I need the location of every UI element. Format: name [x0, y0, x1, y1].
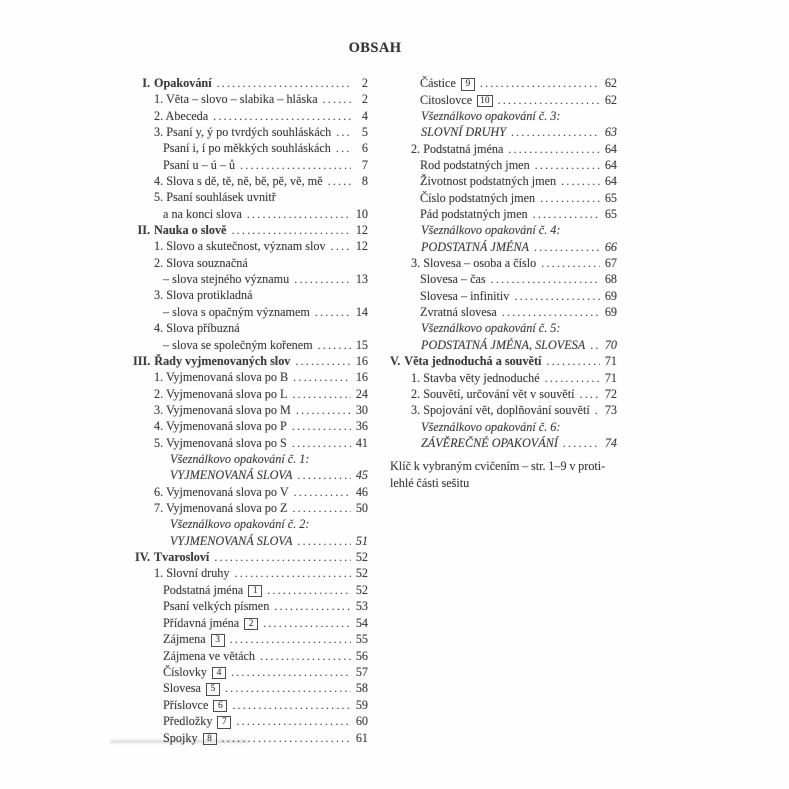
toc-item-row — [133, 484, 368, 500]
entry-label: Tvarosloví — [154, 549, 210, 564]
dot-leader — [232, 697, 351, 713]
page-number: 46 — [355, 484, 368, 499]
toc-item-row — [133, 565, 368, 581]
dot-leader — [236, 713, 351, 729]
section-numeral: I. — [142, 76, 150, 90]
boxed-number: 2 — [244, 618, 258, 631]
dot-leader — [508, 141, 600, 157]
toc-subitem-row — [133, 140, 368, 156]
page-number: 67 — [604, 256, 617, 271]
dot-leader — [225, 680, 351, 696]
toc-subitem-row — [390, 190, 617, 206]
toc-subitem-row — [133, 664, 368, 681]
entry-label: 5. Psaní souhlásek uvnitř — [154, 190, 276, 205]
toc-item-row — [133, 435, 368, 451]
page-number: 56 — [355, 648, 368, 663]
entry-label: Částice — [420, 76, 456, 90]
entry-label: Podstatná jména — [163, 582, 244, 597]
toc-item-row — [133, 108, 368, 124]
toc-review-label-row — [390, 419, 617, 435]
dot-leader — [336, 124, 351, 140]
toc-item-row — [133, 255, 368, 271]
entry-label: 3. Psaní y, ý po tvrdých souhláskách — [154, 125, 332, 140]
dot-leader — [296, 402, 351, 418]
entry-label: Všeználkovo opakování č. 6: — [421, 419, 561, 434]
entry-label: Životnost podstatných jmen — [420, 174, 557, 189]
entry-label: 1. Věta – slovo – slabika – hláska — [154, 92, 318, 107]
dot-leader — [294, 271, 351, 287]
page-number: 74 — [604, 435, 617, 450]
page-number: 65 — [604, 207, 617, 222]
section-numeral: III. — [133, 353, 151, 368]
dot-leader — [217, 75, 351, 91]
scan-artifact — [110, 740, 248, 743]
page-number: 57 — [355, 664, 368, 679]
dot-leader — [590, 337, 600, 353]
toc-review-label-row — [390, 222, 617, 238]
entry-label: Psaní u – ú – ů — [163, 157, 236, 172]
dot-leader — [323, 91, 351, 107]
page-number: 45 — [355, 468, 368, 483]
dot-leader — [260, 648, 351, 664]
entry-label: 4. Slova s dě, tě, ně, bě, pě, vě, mě — [154, 174, 323, 189]
toc-subitem-row — [133, 615, 368, 632]
page-number: 62 — [604, 92, 617, 107]
dot-leader — [267, 582, 351, 598]
dot-leader — [502, 304, 600, 320]
toc-item-row — [133, 402, 368, 418]
toc-subitem-row — [390, 206, 617, 222]
page-number: 12 — [355, 223, 368, 238]
dot-leader — [563, 435, 600, 451]
dot-leader — [534, 239, 600, 255]
dot-leader — [263, 615, 351, 631]
entry-label: Pád podstatných jmen — [420, 207, 528, 222]
section-numeral: IV. — [134, 549, 150, 564]
entry-label: Všeználkovo opakování č. 1: — [170, 451, 310, 466]
page-number: 68 — [604, 272, 617, 287]
entry-label: VYJMENOVANÁ SLOVA — [170, 468, 293, 483]
section-numeral: V. — [390, 354, 401, 369]
entry-label: Příslovce — [163, 697, 209, 712]
dot-leader — [561, 173, 600, 189]
dot-leader — [294, 484, 351, 500]
dot-leader — [292, 500, 351, 516]
page-number: 52 — [355, 549, 368, 564]
dot-leader — [297, 533, 351, 549]
dot-leader — [292, 418, 351, 434]
entry-label: 2. Slova souznačná — [154, 255, 248, 270]
entry-label: Opakování — [154, 76, 212, 90]
page-number: 62 — [604, 76, 617, 90]
boxed-number: 7 — [217, 716, 231, 729]
entry-label: Číslo podstatných jmen — [420, 190, 536, 205]
entry-label: – slova s opačným významem — [163, 304, 310, 319]
toc-subitem-row — [390, 92, 617, 109]
toc-column-right-wrap — [390, 75, 617, 491]
entry-label: Všeználkovo opakování č. 3: — [421, 109, 561, 123]
toc-item-row — [133, 91, 368, 107]
page-number: 72 — [604, 386, 617, 401]
toc-section-row — [133, 222, 368, 238]
toc-wrap-row — [133, 271, 368, 287]
entry-label: a na konci slova — [163, 206, 242, 221]
toc-wrap-row — [133, 337, 368, 353]
toc-subitem-row — [390, 288, 617, 304]
page-number: 24 — [355, 386, 368, 401]
page-number: 58 — [355, 681, 368, 696]
toc-subitem-row — [390, 271, 617, 287]
dot-leader — [240, 157, 351, 173]
entry-label: – slova stejného významu — [163, 272, 290, 287]
entry-label: 4. Vyjmenovaná slova po P — [154, 419, 287, 434]
entry-label: 7. Vyjmenovaná slova po Z — [154, 500, 288, 515]
toc-subitem-row — [133, 680, 368, 697]
page-number: 64 — [604, 158, 617, 173]
toc-item-row — [390, 141, 617, 157]
page-number: 4 — [361, 108, 368, 123]
toc-section-row — [133, 75, 368, 91]
dot-leader — [498, 92, 600, 108]
toc-column-left — [133, 75, 368, 746]
page-number: 5 — [361, 125, 368, 140]
entry-label: Nauka o slově — [154, 223, 227, 238]
dot-leader — [514, 288, 600, 304]
dot-leader — [541, 255, 600, 271]
page-number: 16 — [355, 353, 368, 368]
boxed-number: 1 — [248, 585, 262, 598]
entry-label: Zájmena ve větách — [163, 648, 256, 663]
toc-item-row — [390, 370, 617, 386]
page-number: 73 — [604, 403, 617, 418]
page-number: 6 — [361, 141, 368, 156]
entry-label: Zvratná slovesa — [420, 305, 497, 320]
entry-label: 3. Spojování vět, doplňování souvětí — [411, 403, 590, 418]
entry-label: Číslovky — [163, 664, 208, 679]
dot-leader — [336, 140, 351, 156]
entry-label: 2. Vyjmenovaná slova po L — [154, 386, 288, 401]
dot-leader — [292, 435, 351, 451]
page-number: 16 — [355, 370, 368, 385]
entry-label: Spojky — [163, 730, 198, 745]
entry-label: 3. Slovesa – osoba a číslo — [411, 256, 537, 271]
toc-review-label-row — [390, 320, 617, 336]
page-number: 61 — [355, 730, 368, 745]
entry-label: 3. Slova protikladná — [154, 288, 253, 303]
toc-subitem-row — [390, 75, 617, 92]
page-number: 12 — [355, 239, 368, 254]
entry-label: Věta jednoduchá a souvětí — [404, 354, 542, 369]
toc-wrap-row — [133, 304, 368, 320]
toc-subitem-row — [133, 713, 368, 730]
entry-label: Předložky — [163, 714, 213, 729]
entry-label: Všeználkovo opakování č. 5: — [421, 321, 561, 336]
entry-label: 1. Stavba věty jednoduché — [411, 370, 540, 385]
dot-leader — [491, 271, 600, 287]
entry-label: – slova se společným kořenem — [163, 337, 313, 352]
page-number: 65 — [604, 190, 617, 205]
entry-label: 5. Vyjmenovaná slova po S — [154, 435, 287, 450]
dot-leader — [546, 353, 600, 369]
dot-leader — [274, 598, 351, 614]
dot-leader — [511, 124, 600, 140]
toc-review-title-row — [390, 239, 617, 255]
page-number: 51 — [355, 533, 368, 548]
entry-label: Rod podstatných jmen — [420, 158, 530, 173]
toc-review-title-row — [133, 467, 368, 483]
boxed-number: 3 — [211, 634, 225, 647]
page-number: 52 — [355, 566, 368, 581]
dot-leader — [540, 190, 600, 206]
page-number: 59 — [355, 697, 368, 712]
key-note-line-1: Klíč k vybraným cvičením – str. 1–9 v proti- — [390, 459, 606, 474]
dot-leader — [222, 730, 351, 746]
page-number: 70 — [604, 337, 617, 352]
dot-leader — [230, 631, 351, 647]
entry-label: Citoslovce — [420, 92, 473, 107]
toc-review-title-row — [390, 124, 617, 140]
key-note-line-2: lehlé části sešitu — [390, 475, 470, 490]
entry-label: 1. Slovo a skutečnost, význam slov — [154, 239, 326, 254]
page-number: 63 — [604, 125, 617, 140]
toc-item-row — [133, 238, 368, 254]
toc-item-row — [133, 500, 368, 516]
entry-label: Všeználkovo opakování č. 4: — [421, 223, 561, 238]
toc-item-row — [390, 402, 617, 418]
toc-subitem-row — [133, 697, 368, 714]
dot-leader — [231, 222, 351, 238]
toc-subitem-row — [390, 304, 617, 320]
entry-label: PODSTATNÁ JMÉNA — [421, 239, 529, 254]
toc-item-row — [133, 320, 368, 336]
entry-label: 2. Souvětí, určování vět v souvětí — [411, 386, 575, 401]
boxed-number: 6 — [213, 700, 227, 713]
toc-item-row — [133, 287, 368, 303]
entry-label: VYJMENOVANÁ SLOVA — [170, 533, 293, 548]
page-number: 36 — [355, 419, 368, 434]
page-number: 66 — [604, 239, 617, 254]
boxed-number: 9 — [461, 78, 475, 91]
page-number: 69 — [604, 305, 617, 320]
page-number: 60 — [355, 714, 368, 729]
toc-section-row — [133, 353, 368, 369]
dot-leader — [235, 565, 352, 581]
entry-label: 4. Slova příbuzná — [154, 321, 240, 336]
toc-item-row — [133, 124, 368, 140]
dot-leader — [213, 108, 351, 124]
boxed-number: 10 — [477, 95, 493, 108]
dot-leader — [231, 664, 351, 680]
page-number: 13 — [355, 272, 368, 287]
entry-label: 6. Vyjmenovaná slova po V — [154, 484, 289, 499]
dot-leader — [533, 206, 600, 222]
boxed-number: 5 — [206, 683, 220, 696]
toc-item-row — [133, 369, 368, 385]
dot-leader — [295, 353, 351, 369]
toc-review-title-row — [390, 435, 617, 451]
toc-column-right — [390, 75, 617, 451]
toc-subitem-row — [133, 598, 368, 614]
page-number: 54 — [355, 615, 368, 630]
entry-label: 2. Podstatná jména — [411, 141, 504, 156]
entry-label: Všeználkovo opakování č. 2: — [170, 517, 310, 532]
dot-leader — [535, 157, 600, 173]
page-number: 64 — [604, 174, 617, 189]
page-number: 64 — [604, 141, 617, 156]
page-number: 52 — [355, 582, 368, 597]
dot-leader — [292, 386, 351, 402]
toc-item-row — [390, 255, 617, 271]
dot-leader — [297, 467, 351, 483]
toc-review-label-row — [133, 451, 368, 467]
section-numeral: II. — [137, 223, 150, 238]
toc-subitem-row — [133, 648, 368, 664]
entry-label: 3. Vyjmenovaná slova po M — [154, 402, 291, 417]
toc-item-row — [133, 386, 368, 402]
page-number: 41 — [355, 435, 368, 450]
toc-subitem-row — [133, 157, 368, 173]
dot-leader — [318, 337, 351, 353]
toc-section-row — [133, 549, 368, 565]
toc-review-title-row — [390, 337, 617, 353]
toc-subitem-row — [390, 157, 617, 173]
entry-label: 1. Slovní druhy — [154, 566, 230, 581]
toc-section-row — [390, 353, 617, 369]
boxed-number: 4 — [212, 667, 226, 680]
entry-label: Řady vyjmenovaných slov — [154, 353, 291, 368]
page-number: 50 — [355, 500, 368, 515]
toc-review-label-row — [133, 516, 368, 532]
dot-leader — [580, 386, 601, 402]
dot-leader — [331, 238, 351, 254]
dot-leader — [315, 304, 351, 320]
page-number: 14 — [355, 304, 368, 319]
toc-item-row — [133, 173, 368, 189]
entry-label: Zájmena — [163, 632, 206, 646]
dot-leader — [595, 402, 600, 418]
toc-subitem-row — [133, 582, 368, 599]
page-number: 10 — [355, 206, 368, 221]
dot-leader — [545, 370, 600, 386]
entry-label: SLOVNÍ DRUHY — [421, 125, 506, 140]
entry-label: 1. Vyjmenovaná slova po B — [154, 370, 289, 385]
entry-label: 2. Abeceda — [154, 108, 209, 123]
entry-label: Přídavná jména — [163, 615, 240, 630]
key-note — [390, 458, 617, 491]
toc-wrap-row — [133, 206, 368, 222]
entry-label: PODSTATNÁ JMÉNA, SLOVESA — [421, 337, 586, 352]
page-number: 69 — [604, 288, 617, 303]
dot-leader — [214, 549, 351, 565]
page-number: 8 — [361, 174, 368, 189]
entry-label: Slovesa – infinitiv — [420, 288, 510, 303]
toc-review-label-row — [390, 108, 617, 124]
toc-review-title-row — [133, 533, 368, 549]
dot-leader — [480, 75, 600, 91]
page-number: 2 — [361, 76, 368, 90]
page-number: 55 — [355, 632, 368, 646]
page-number: 71 — [604, 354, 617, 369]
page-number: 2 — [361, 92, 368, 107]
toc-item-row — [133, 418, 368, 434]
dot-leader — [293, 369, 351, 385]
toc-item-row — [133, 189, 368, 205]
toc-subitem-row — [390, 173, 617, 189]
page-number: 71 — [604, 370, 617, 385]
boxed-number: 8 — [203, 733, 217, 746]
dot-leader — [247, 206, 351, 222]
toc-subitem-row — [133, 730, 368, 747]
page-number: 7 — [361, 157, 368, 172]
toc-title: OBSAH — [348, 40, 402, 56]
page-number: 53 — [355, 599, 368, 614]
page-number: 15 — [355, 337, 368, 352]
entry-label: ZÁVĚREČNÉ OPAKOVÁNÍ — [421, 435, 558, 450]
toc-subitem-row — [133, 631, 368, 648]
entry-label: Slovesa – čas — [420, 272, 486, 287]
entry-label: Psaní velkých písmen — [163, 599, 270, 614]
dot-leader — [328, 173, 351, 189]
toc-item-row — [390, 386, 617, 402]
entry-label: Psaní i, í po měkkých souhláskách — [163, 141, 331, 156]
page-number: 30 — [355, 402, 368, 417]
entry-label: Slovesa — [163, 681, 201, 696]
